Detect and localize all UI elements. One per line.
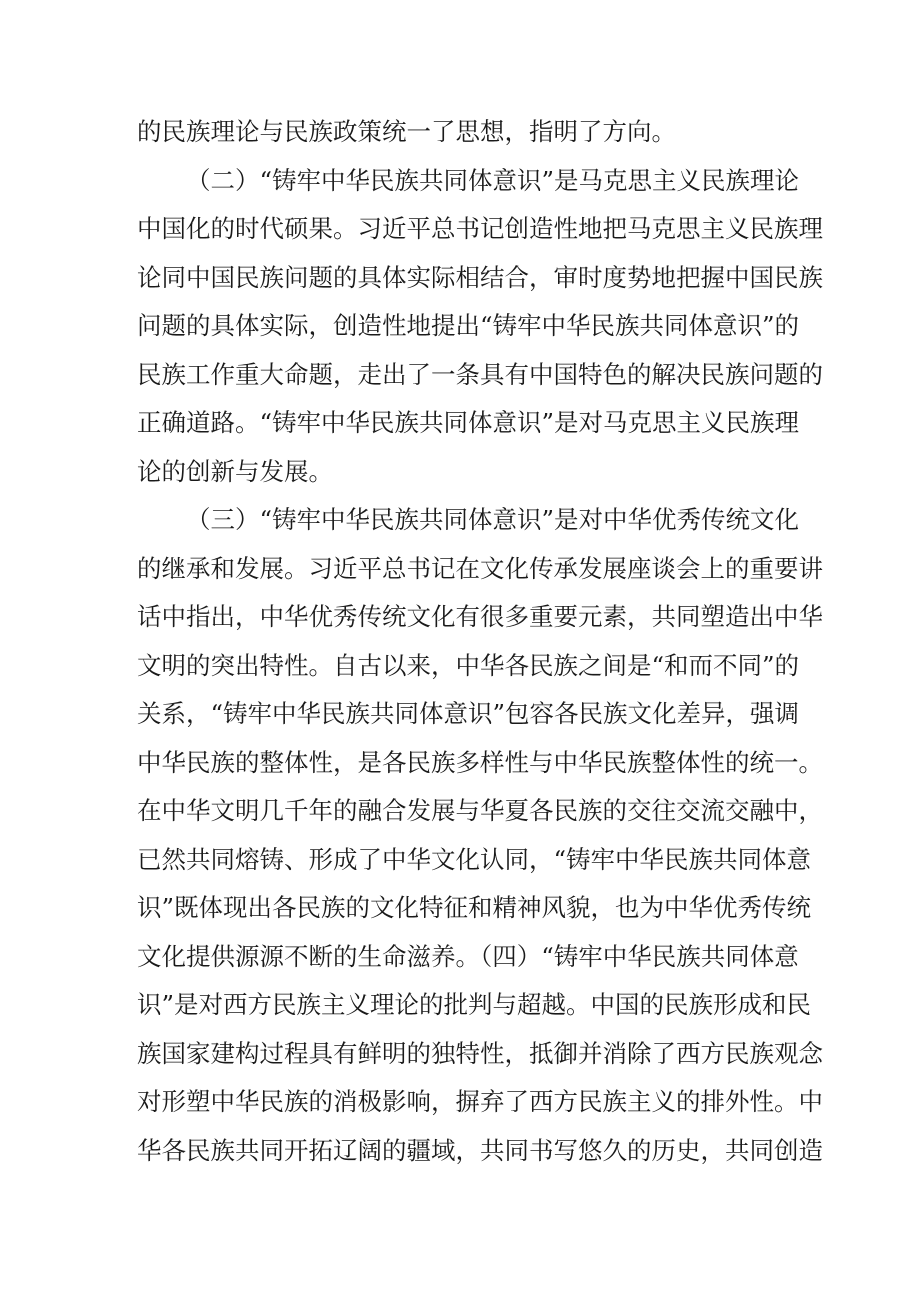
text-line-3: 中国化的时代硕果。习近平总书记创造性地把马克思主义民族理 bbox=[137, 214, 823, 243]
text-line-15: 在中华文明几千年的融合发展与华夏各民族的交往交流交融中， bbox=[137, 796, 823, 825]
text-line-2: （二）“铸牢中华民族共同体意识”是马克思主义民族理论 bbox=[186, 165, 800, 195]
text-line-16: 已然共同熔铸、形成了中华文化认同，“铸牢中华民族共同体意 bbox=[137, 844, 812, 874]
text-line-4: 论同中国民族问题的具体实际相结合，审时度势地把握中国民族 bbox=[137, 262, 823, 292]
text-line-19: 识”是对西方民族主义理论的批判与超越。中国的民族形成和民 bbox=[137, 990, 812, 1019]
text-line-6: 民族工作重大命题，走出了一条具有中国特色的解决民族问题的 bbox=[137, 359, 823, 389]
text-line-7: 正确道路。“铸牢中华民族共同体意识”是对马克思主义民族理 bbox=[137, 408, 800, 437]
body-text bbox=[137, 108, 823, 1175]
text-line-10: 的继承和发展。习近平总书记在文化传承发展座谈会上的重要讲 bbox=[137, 553, 823, 583]
text-line-8: 论的创新与发展。 bbox=[137, 456, 333, 486]
text-line-17: 识”既体现出各民族的文化特征和精神风貌，也为中华优秀传统 bbox=[137, 893, 812, 922]
text-line-22: 华各民族共同开拓辽阔的疆域，共同书写悠久的历史，共同创造 bbox=[137, 1135, 823, 1165]
text-line-5: 问题的具体实际，创造性地提出“铸牢中华民族共同体意识”的 bbox=[137, 311, 800, 340]
text-line-12: 文明的突出特性。自古以来，中华各民族之间是“和而不同”的 bbox=[137, 650, 800, 680]
text-line-13: 关系，“铸牢中华民族共同体意识”包容各民族文化差异，强调 bbox=[137, 699, 800, 728]
text-line-9: （三）“铸牢中华民族共同体意识”是对中华优秀传统文化 bbox=[186, 505, 800, 534]
text-line-14: 中华民族的整体性，是各民族多样性与中华民族整体性的统一。 bbox=[137, 747, 823, 777]
text-line-21: 对形塑中华民族的消极影响，摒弃了西方民族主义的排外性。中 bbox=[137, 1087, 823, 1116]
text-line-20: 族国家建构过程具有鲜明的独特性，抵御并消除了西方民族观念 bbox=[137, 1038, 823, 1068]
text-line-11: 话中指出，中华优秀传统文化有很多重要元素，共同塑造出中华 bbox=[137, 602, 823, 631]
text-line-1: 的民族理论与民族政策统一了思想，指明了方向。 bbox=[137, 117, 676, 146]
text-line-18: 文化提供源源不断的生命滋养。（四）“铸牢中华民族共同体意 bbox=[137, 941, 799, 971]
